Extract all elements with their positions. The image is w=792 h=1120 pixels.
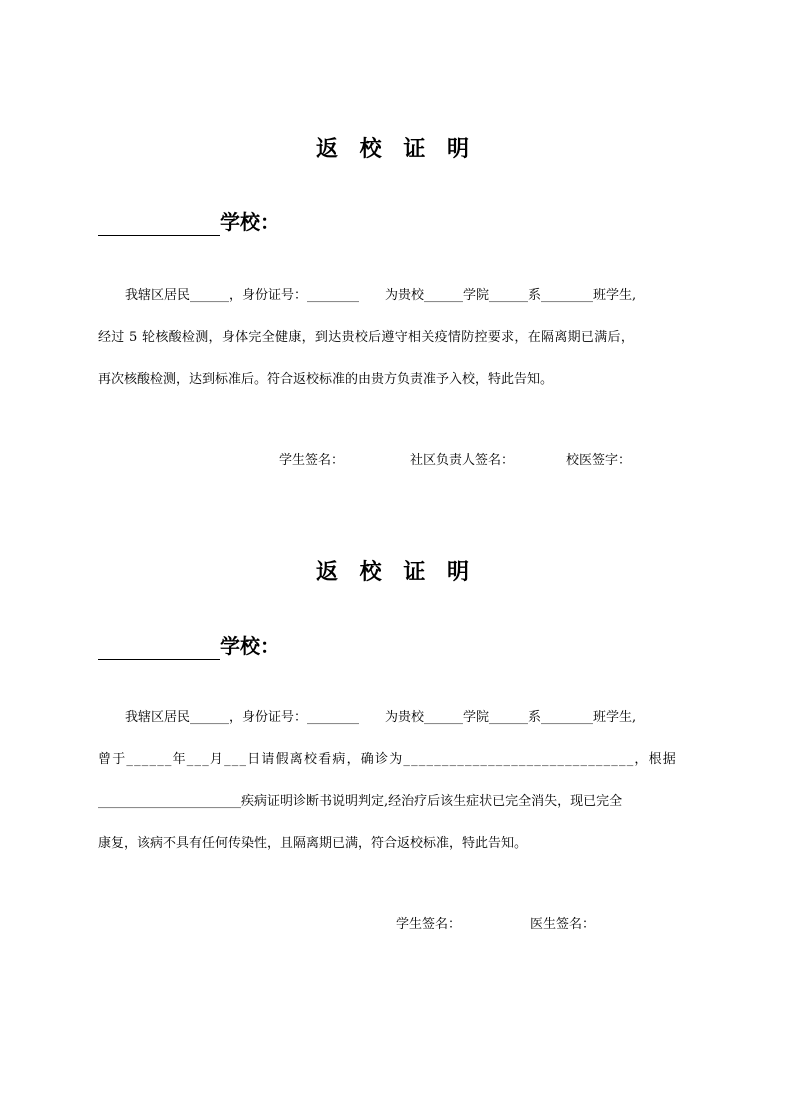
- cert1-school-blank: [98, 213, 220, 236]
- cert2-doctor-signature-label: 医生签名：: [530, 917, 596, 932]
- cert1-line-2: 经过 5 轮核酸检测，身体完全健康，到达贵校后遵守相关疫情防控要求，在隔离期已满后，: [98, 330, 635, 345]
- cert2-student-signature-label: 学生签名：: [396, 917, 462, 932]
- cert1-school-doctor-signature-label: 校医签字：: [566, 453, 632, 468]
- cert2-line-3: ______________________疾病证明诊断书说明判定,经治疗后该生症状已完全消失，现已完全: [98, 794, 623, 809]
- cert1-school-heading: [98, 208, 280, 236]
- cert1-community-signature-label: 社区负责人签名：: [410, 453, 515, 468]
- cert2-title: 返 校 证 明: [316, 560, 476, 585]
- cert1-line-1: 我辖区居民______，身份证号：________ 为贵校______学院______系________班学生,: [125, 288, 637, 303]
- cert2-line-2: 曾于______年___月___日请假离校看病，确诊为______________________________，根据: [98, 752, 678, 767]
- cert2-school-label: 学校：: [220, 634, 280, 658]
- cert2-school-heading: [98, 632, 280, 660]
- cert1-school-label: 学校：: [220, 210, 280, 234]
- cert2-line-1: 我辖区居民______，身份证号：________ 为贵校______学院______系________班学生,: [125, 710, 637, 725]
- cert1-title: 返 校 证 明: [316, 137, 476, 162]
- cert1-student-signature-label: 学生签名：: [279, 453, 345, 468]
- cert2-line-4: 康复，该病不具有任何传染性，且隔离期已满，符合返校标准，特此告知。: [98, 836, 528, 851]
- cert2-school-blank: [98, 637, 220, 660]
- cert1-line-3: 再次核酸检测，达到标准后。符合返校标准的由贵方负责准予入校，特此告知。: [98, 372, 554, 387]
